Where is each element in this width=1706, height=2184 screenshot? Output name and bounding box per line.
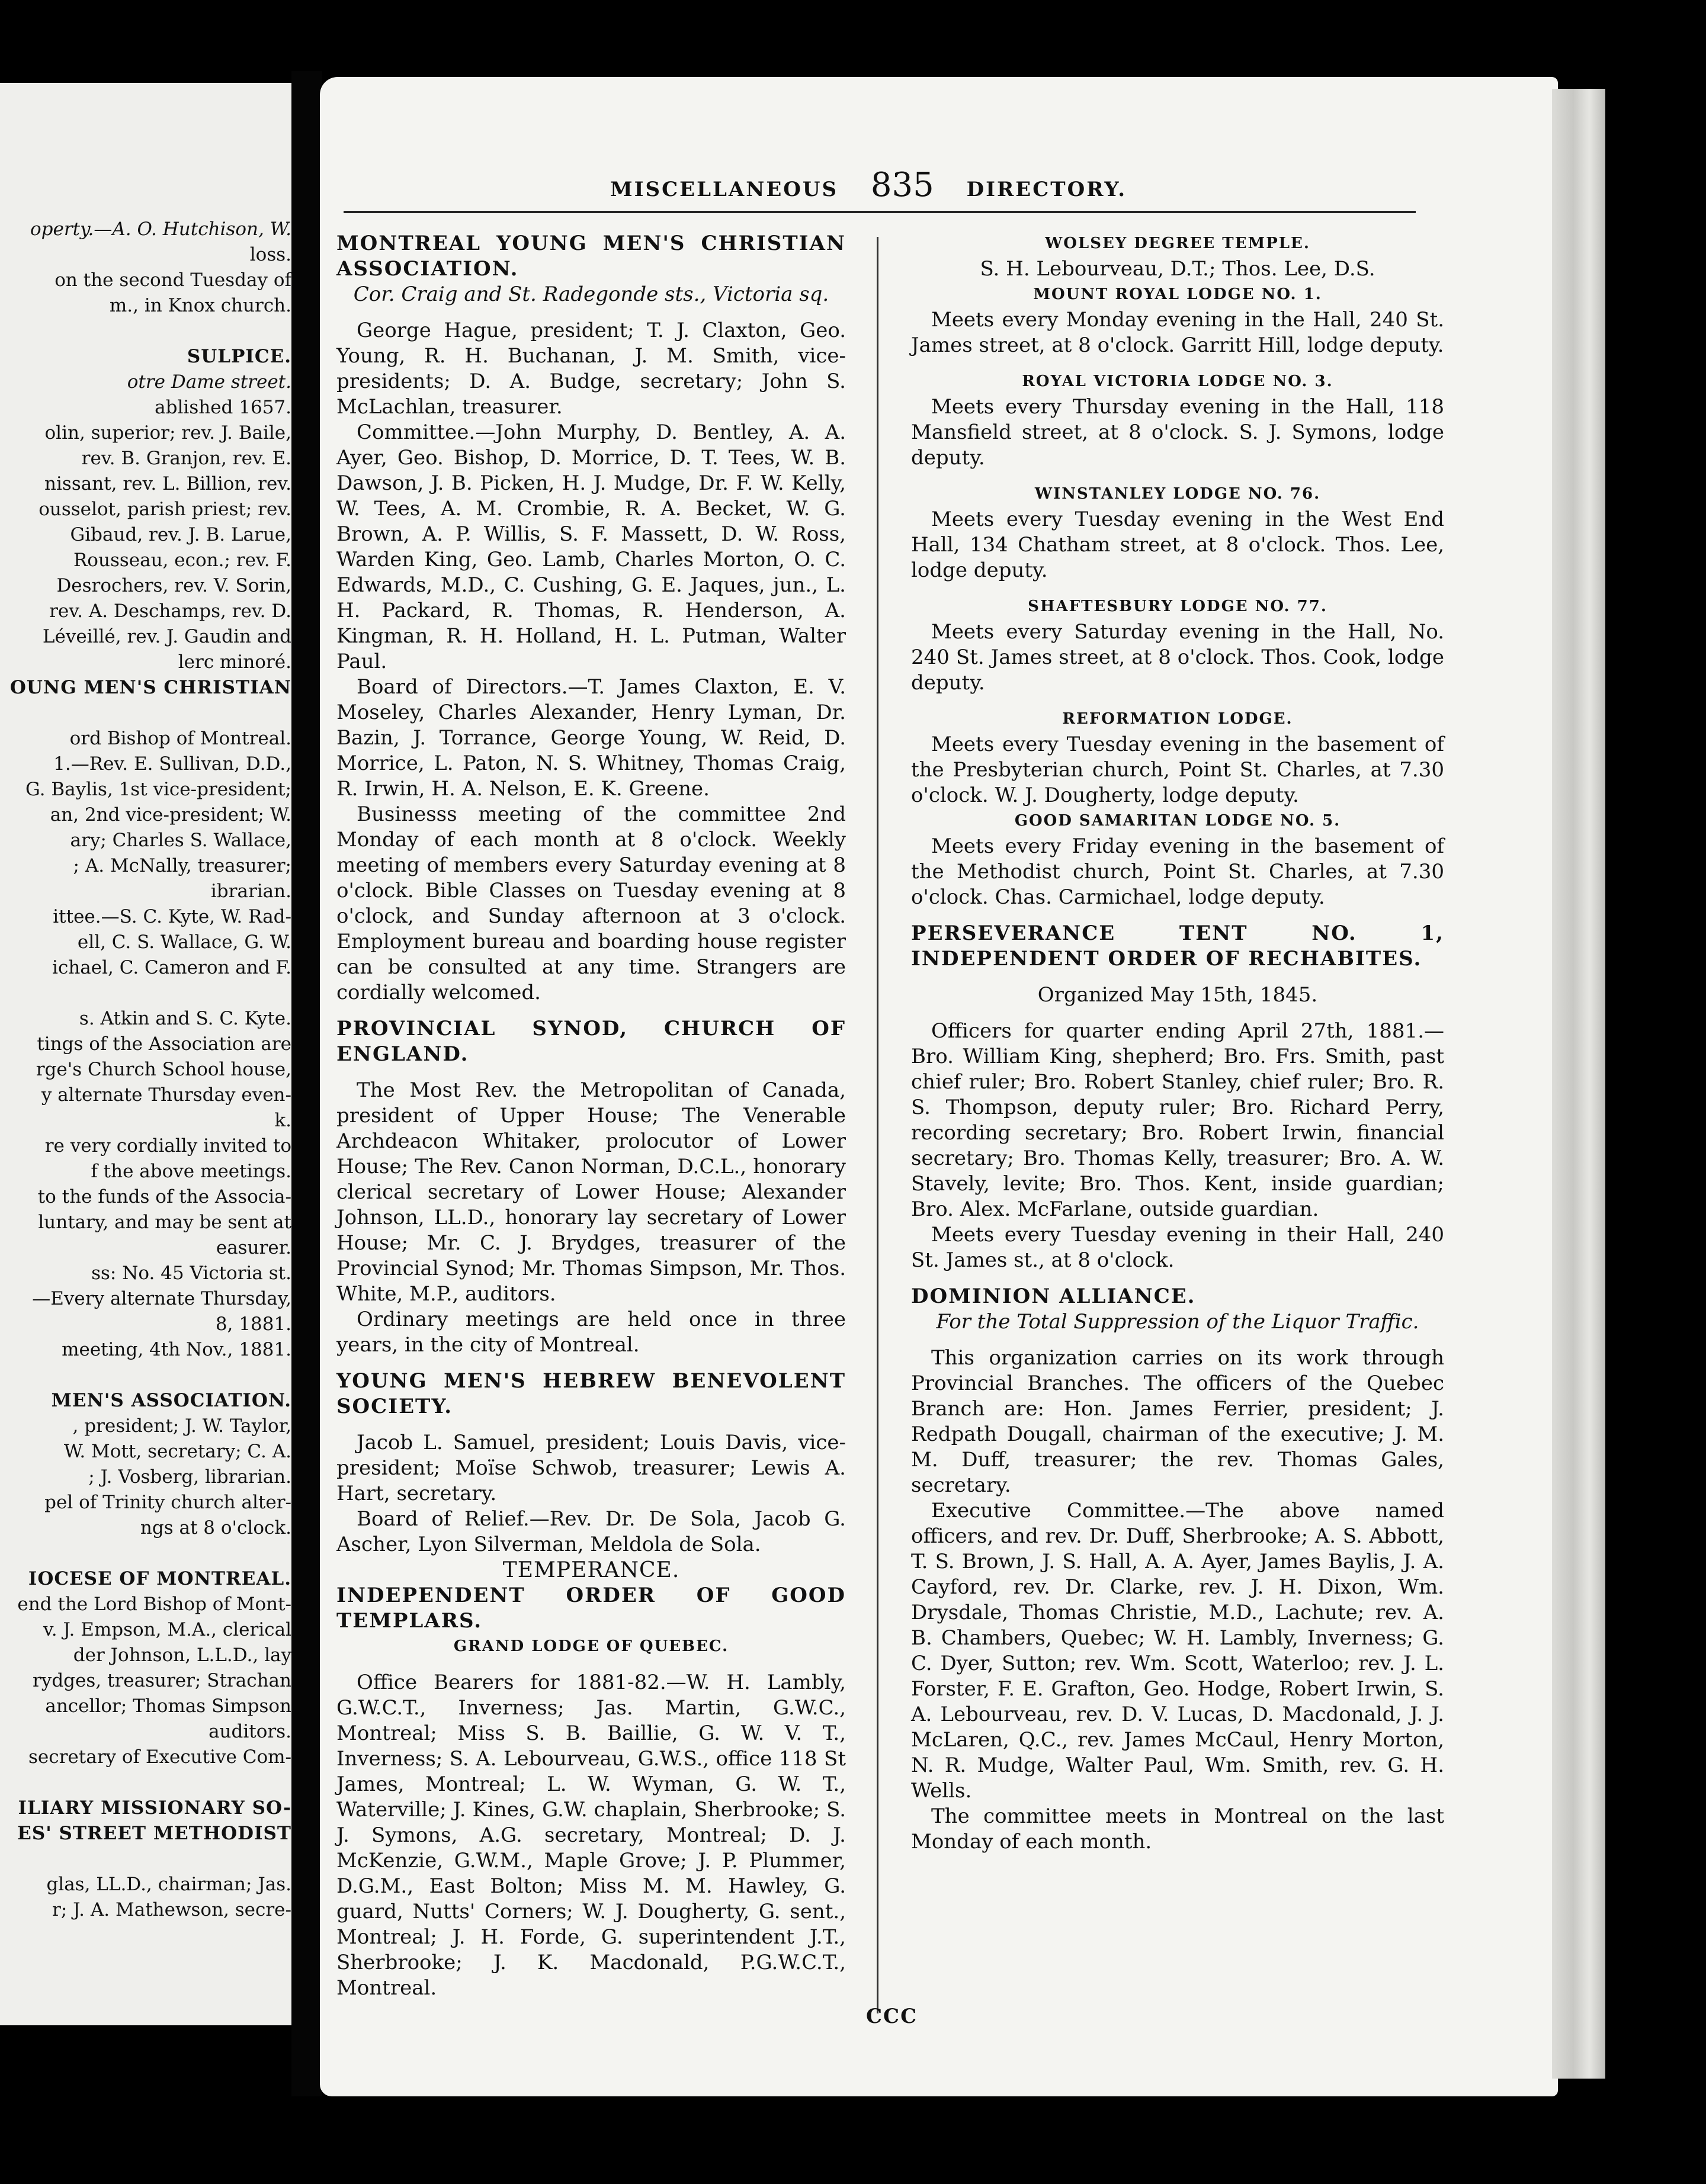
col-left-entry: The Most Rev. the Metropolitan of Canada, president of Upper House; The Venerable Archdeacon Whitaker, prolocutor of Lower House; The Rev. Canon Norman, D.C.L., honorary clerical secretary of Lower House; Alexander Johnson, LL.D., honorary lay secretary of Lower House; Mr. C. J. Brydges, treasurer of the Provincial Synod; Mr. Thomas Simpson, Mr. Thos. White, M.P., auditors. [336,1078,846,1306]
lpage-inner-entry [0,981,291,1006]
lpage-inner-entry: lerc minoré. [178,651,291,673]
lpage-inner-entry: olin, superior; rev. J. Baile, [44,422,291,444]
col-right-entry: GOOD SAMARITAN LODGE NO. 5. [1014,812,1341,830]
lpage-inner-entry: Desrochers, rev. V. Sorin, [56,575,291,596]
col-right-entry: For the Total Suppression of the Liquor Traffic. [936,1310,1419,1334]
lpage-inner-entry: der Johnson, L.L.D., lay [73,1645,291,1666]
lpage-inner-entry: —Every alternate Thursday, [32,1288,291,1309]
lpage-inner-entry: ancellor; Thomas Simpson [45,1695,291,1717]
lpage-inner-entry [0,1363,291,1388]
lpage-inner-entry: ; A. McNally, treasurer; [73,855,291,876]
lpage-inner-entry: ILIARY MISSIONARY SO- [18,1797,291,1819]
header-left: MISCELLANEOUS [610,178,839,201]
lpage-inner-entry: rev. B. Granjon, rev. E. [81,448,291,469]
lpage-inner-entry: ichael, C. Cameron and F. [52,957,291,978]
lpage-inner-entry [0,1770,291,1796]
lpage-inner-entry [0,319,291,344]
lpage-inner-entry: ary; Charles S. Wallace, [70,830,291,851]
page-edges [1552,89,1605,2079]
col-left-entry: Board of Directors.—T. James Claxton, E. V. Moseley, Charles Alexander, Henry Lyman, Dr. Bazin, J. Torrance, George Young, W. Reid, D. Morrice, L. Paton, N. S. Whitney, Thomas Craig, R. Irwin, H. A. Nelson, E. K. Greene. [336,675,846,801]
lpage-inner-entry: rge's Church School house, [36,1059,291,1080]
lpage-inner-entry: v. J. Empson, M.A., clerical [43,1619,291,1640]
lpage-inner-entry: Léveillé, rev. J. Gaudin and [42,626,291,647]
lpage-inner-entry: ablished 1657. [155,397,291,418]
col-right-entry: REFORMATION LODGE. [1062,710,1293,728]
lpage-inner-entry: Rousseau, econ.; rev. F. [73,550,291,571]
lpage-inner-entry: ibrarian. [210,881,291,902]
col-right-entry: Meets every Saturday evening in the Hall, No. 240 St. James street, at 8 o'clock. Thos. Cook, lodge deputy. [911,620,1444,695]
lpage-inner-entry: glas, LL.D., chairman; Jas. [46,1874,291,1895]
left-page [0,83,291,2025]
lpage-inner-entry: k. [274,1110,291,1131]
lpage-inner-entry: easurer. [216,1237,291,1258]
header-right: DIRECTORY. [966,178,1127,201]
lpage-inner-entry: ss: No. 45 Victoria st. [91,1263,291,1284]
lpage-inner-entry: end the Lord Bishop of Mont- [17,1594,291,1615]
lpage-inner-entry: otre Dame street. [127,371,291,393]
col-right-entry: PERSEVERANCE TENT NO. 1, INDEPENDENT ORDER OF RECHABITES. [911,921,1444,971]
col-left-entry: Jacob L. Samuel, president; Louis Davis, vice-president; Moïse Schwob, treasurer; Lewis A. Hart, secretary. [336,1431,846,1505]
col-left-entry: Businesss meeting of the committee 2nd Monday of each month at 8 o'clock. Weekly meeting of members every Saturday evening at 8 o'clock. Bible Classes on Tuesday evening at 8 o'clock, and Sunday afternoon at 3 o'clock. Employment bureau and boarding house register can be consulted at any time. Strangers are cordially welcomed. [336,802,846,1004]
col-right-entry: The committee meets in Montreal on the last Monday of each month. [911,1804,1444,1854]
lpage-inner-entry: ngs at 8 o'clock. [140,1517,291,1539]
lpage-inner-entry: ; J. Vosberg, librarian. [88,1466,291,1488]
col-right-entry: WOLSEY DEGREE TEMPLE. [1045,235,1310,252]
col-right-entry: Officers for quarter ending April 27th, 1881.—Bro. William King, shepherd; Bro. Frs. Smith, past chief ruler; Bro. Robert Stanley, chief ruler; Bro. R. S. Thompson, deputy ruler; Bro. Richard Perry, recording secretary; Bro. Robert Irwin, financial secretary; Bro. Thomas Kelly, treasurer; Bro. A. W. Stavely, levite; Bro. Thos. Kent, inside guardian; Bro. Alex. McFarlane, outside guardian. [911,1019,1444,1221]
col-right-entry: Meets every Tuesday evening in the basement of the Presbyterian church, Point St. Charles, at 7.30 o'clock. W. J. Dougherty, lodge deputy. [911,733,1444,807]
lpage-inner-entry: Gibaud, rev. J. B. Larue, [70,524,291,545]
col-right-entry: S. H. Lebourveau, D.T.; Thos. Lee, D.S. [980,257,1375,281]
lpage-inner-entry: ousselot, parish priest; rev. [39,499,291,520]
col-left-entry: MONTREAL YOUNG MEN'S CHRISTIAN ASSOCIATION. [336,232,846,281]
col-left-entry: INDEPENDENT ORDER OF GOOD TEMPLARS. [336,1584,846,1633]
lpage-inner-entry: ord Bishop of Montreal. [69,728,291,749]
lpage-inner-entry [0,1846,291,1872]
lpage-inner-entry: G. Baylis, 1st vice-president; [25,779,291,800]
lpage-inner-entry: loss. [249,244,291,265]
col-right-entry: Meets every Tuesday evening in the West End Hall, 134 Chatham street, at 8 o'clock. Thos. Lee, lodge deputy. [911,508,1444,582]
lpage-inner-entry: to the funds of the Associa- [37,1186,291,1207]
lpage-inner-entry: y alternate Thursday even- [41,1084,291,1106]
col-left-entry: Cor. Craig and St. Radegonde sts., Victoria sq. [353,282,829,306]
lpage-inner-entry: MEN'S ASSOCIATION. [51,1390,291,1411]
lpage-inner-entry: ell, C. S. Wallace, G. W. [77,932,291,953]
col-left-entry: Office Bearers for 1881-82.—W. H. Lambly, G.W.C.T., Inverness; Jas. Martin, G.W.C., Montreal; Miss S. B. Baillie, G. W. V. T., Inverness; S. A. Lebourveau, G.W.S., office 118 St James, Montreal; L. W. Wyman, G. W. T., Waterville; J. Kines, G.W. chaplain, Sherbrooke; S. J. Symons, A.G. secretary, Montreal; D. J. McKenzie, G.W.M., Maple Grove; J. P. Plummer, D.G.M., East Bolton; Miss M. M. Hawley, G. guard, Nutts' Corners; W. J. Dougherty, G. sent., Montreal; J. H. Forde, G. superintendent J.T., Sherbrooke; J. K. Macdonald, P.G.W.C.T., Montreal. [336,1671,846,2000]
lpage-inner-entry: , president; J. W. Taylor, [72,1415,291,1437]
lpage-inner-entry: an, 2nd vice-president; W. [50,804,291,826]
col-right-entry: Executive Committee.—The above named officers, and rev. Dr. Duff, Sherbrooke; A. S. Abbott, T. S. Brown, J. S. Hall, A. A. Ayer, James Baylis, J. A. Cayford, rev. Dr. Clarke, rev. J. H. Dixon, Wm. Drysdale, Thomas Christie, M.D., Lachute; rev. A. B. Chambers, Quebec; W. H. Lambly, Inverness; G. C. Dyer, Sutton; rev. Wm. Scott, Waterloo; rev. J. L. Forster, F. E. Grafton, Geo. Hodge, Robert Irwin, S. A. Lebourveau, rev. D. V. Lucas, D. Macdonald, J. J. McLaren, Q.C., rev. James McCaul, Henry Morton, N. R. Mudge, Walter Paul, Wm. Smith, rev. G. H. Wells. [911,1499,1444,1803]
lpage-inner-entry: re very cordially invited to [44,1135,291,1157]
col-left-entry: Board of Relief.—Rev. Dr. De Sola, Jacob G. Ascher, Lyon Silverman, Meldola de Sola. [336,1507,846,1556]
lpage-inner-entry: r; J. A. Mathewson, secre- [52,1899,291,1920]
lpage-inner-entry: nissant, rev. L. Billion, rev. [44,473,291,494]
lpage-inner-entry: operty.—A. O. Hutchison, W. [30,219,291,240]
lpage-inner-entry: m., in Knox church. [109,295,291,316]
lpage-inner-entry: on the second Tuesday of [54,269,291,291]
col-left-entry: GRAND LODGE OF QUEBEC. [453,1637,729,1655]
col-left-entry: Committee.—John Murphy, D. Bentley, A. A. Ayer, Geo. Bishop, D. Morrice, D. T. Tees, W. B. Dawson, J. B. Picken, H. J. Mudge, Dr. F. W. Kelly, W. Tees, A. M. Crombie, R. A. Becket, W. G. Brown, A. P. Willis, S. F. Massett, D. W. Ross, Warden King, Geo. Lamb, Charles Morton, O. C. Edwards, M.D., C. Cushing, G. E. Jaques, jun., L. H. Packard, R. Thomas, R. Henderson, A. Kingman, R. H. Holland, H. L. Putman, Walter Paul. [336,420,846,673]
lpage-inner-entry: tings of the Association are [37,1033,291,1055]
col-right-entry: Meets every Monday evening in the Hall, 240 St. James street, at 8 o'clock. Garritt Hill, lodge deputy. [911,308,1444,357]
col-right-entry: WINSTANLEY LODGE NO. 76. [1034,485,1321,503]
lpage-inner-entry: meeting, 4th Nov., 1881. [62,1339,291,1360]
col-left-entry: George Hague, president; T. J. Claxton, Geo. Young, R. H. Buchanan, J. M. Smith, vice-presidents; D. A. Budge, secretary; John S. McLachlan, treasurer. [336,319,846,419]
lpage-inner-entry: ittee.—S. C. Kyte, W. Rad- [53,906,291,927]
book-spine [291,71,322,2096]
col-left-entry: TEMPERANCE. [502,1558,680,1582]
left-column [336,231,846,2001]
column-divider [877,237,878,2013]
page-footer: CCC [866,2005,918,2028]
col-right-entry: SHAFTESBURY LODGE NO. 77. [1028,598,1327,615]
col-left-entry: YOUNG MEN'S HEBREW BENEVOLENT SOCIETY. [336,1369,846,1418]
lpage-inner-entry: rydges, treasurer; Strachan [32,1670,291,1691]
lpage-inner-entry: s. Atkin and S. C. Kyte. [79,1008,291,1029]
lpage-inner-entry: 1.—Rev. E. Sullivan, D.D., [53,753,291,775]
header-rule [344,211,1416,213]
col-right-entry: Organized May 15th, 1845. [1037,983,1318,1007]
col-right-entry: Meets every Friday evening in the basement of the Methodist church, Point St. Charles, at 7.30 o'clock. Chas. Carmichael, lodge deputy. [911,834,1444,909]
lpage-inner-entry: 8, 1881. [215,1313,291,1335]
lpage-inner-entry: rev. A. Deschamps, rev. D. [49,600,291,622]
lpage-inner-entry: IOCESE OF MONTREAL. [28,1568,291,1589]
col-right-entry: This organization carries on its work through Provincial Branches. The officers of the Quebec Branch are: Hon. James Ferrier, president; J. Redpath Dougall, chairman of the executive; J. M. M. Duff, treasurer; the rev. Thomas Gales, secretary. [911,1346,1444,1497]
lpage-inner-entry: pel of Trinity church alter- [44,1492,291,1513]
lpage-inner-entry: OUNG MEN'S CHRISTIAN [9,677,291,698]
page-number: 835 [870,166,934,204]
col-right-entry: Meets every Thursday evening in the Hall, 118 Mansfield street, at 8 o'clock. S. J. Symons, lodge deputy. [911,395,1444,470]
lpage-inner-entry: luntary, and may be sent at [38,1212,291,1233]
col-right-entry: Meets every Tuesday evening in their Hall, 240 St. James st., at 8 o'clock. [911,1223,1444,1272]
col-left-entry: PROVINCIAL SYNOD, CHURCH OF ENGLAND. [336,1017,846,1066]
page-header [610,166,1422,204]
left-page-text [0,217,291,1923]
lpage-inner-entry: f the above meetings. [91,1161,291,1182]
lpage-inner-entry: SULPICE. [187,346,291,367]
col-right-entry: ROYAL VICTORIA LODGE NO. 3. [1022,372,1333,390]
col-left-entry: Ordinary meetings are held once in three years, in the city of Montreal. [336,1308,846,1357]
lpage-inner-entry: ES' STREET METHODIST [17,1823,291,1844]
lpage-inner-entry: secretary of Executive Com- [28,1746,291,1768]
col-right-entry: MOUNT ROYAL LODGE NO. 1. [1033,285,1322,303]
lpage-inner-entry: auditors. [209,1721,291,1742]
lpage-inner-entry [0,1541,291,1566]
right-column [911,231,1444,1855]
lpage-inner-entry: W. Mott, secretary; C. A. [63,1441,291,1462]
lpage-inner-entry [0,701,291,726]
col-right-entry: DOMINION ALLIANCE. [911,1284,1196,1308]
